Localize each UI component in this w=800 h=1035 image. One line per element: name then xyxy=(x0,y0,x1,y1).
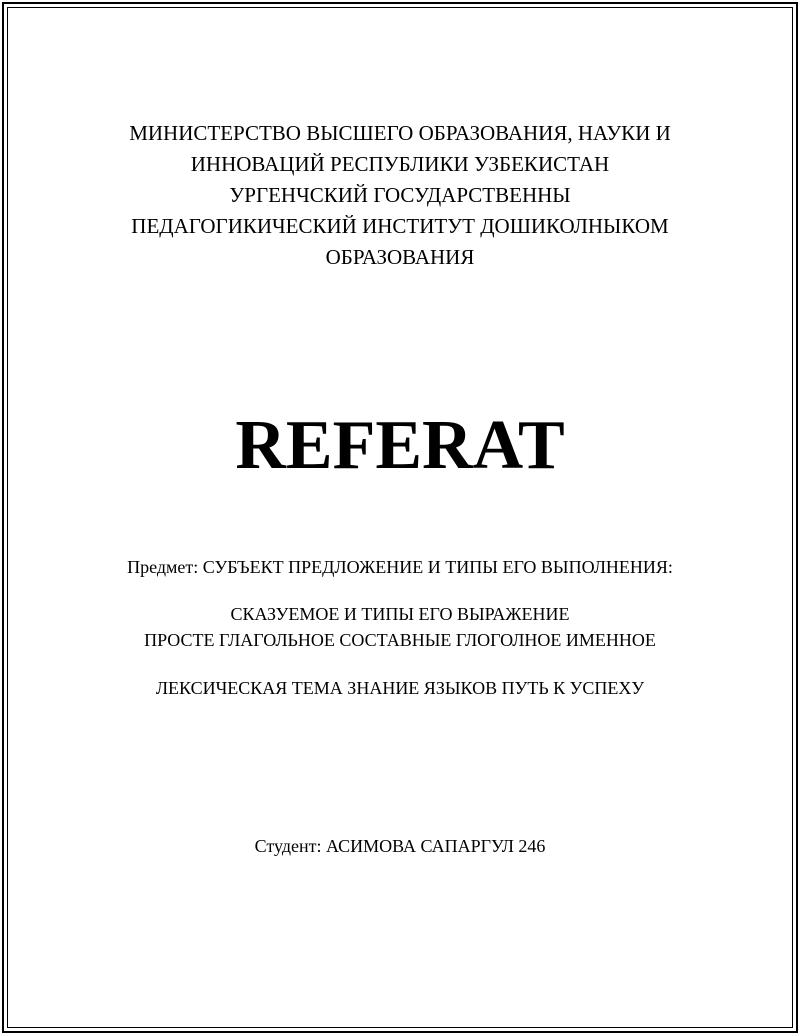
header-line: МИНИСТЕРСТВО ВЫСШЕГО ОБРАЗОВАНИЯ, НАУКИ И xyxy=(129,121,671,145)
header-line: ОБРАЗОВАНИЯ xyxy=(325,245,475,269)
document-title: REFERAT xyxy=(235,407,565,484)
subject-line: Предмет: СУБЪЕКТ ПРЕДЛОЖЕНИЕ И ТИПЫ ЕГО ВЫПОЛНЕНИЯ: xyxy=(127,557,673,577)
header-line: ПЕДАГОГИКИЧЕСКИЙ ИНСТИТУТ ДОШИКОЛНЫКОМ xyxy=(131,214,669,238)
lexical-topic-line: ЛЕКСИЧЕСКАЯ ТЕМА ЗНАНИЕ ЯЗЫКОВ ПУТЬ К УСПЕХУ xyxy=(155,678,645,698)
predicate-line: ПРОСТЕ ГЛАГОЛЬНОЕ СОСТАВНЫЕ ГЛОГОЛНОЕ ИМЕННОЕ xyxy=(144,630,656,650)
header-line: УРГЕНЧСКИЙ ГОСУДАРСТВЕННЫ xyxy=(229,183,571,207)
institution-header xyxy=(0,118,800,273)
predicate-line: СКАЗУЕМОЕ И ТИПЫ ЕГО ВЫРАЖЕНИЕ xyxy=(230,604,570,624)
student-line: Студент: АСИМОВА САПАРГУЛ 246 xyxy=(254,836,546,856)
header-line: ИННОВАЦИЙ РЕСПУБЛИКИ УЗБЕКИСТАН xyxy=(190,152,610,176)
predicate-block xyxy=(0,601,800,653)
